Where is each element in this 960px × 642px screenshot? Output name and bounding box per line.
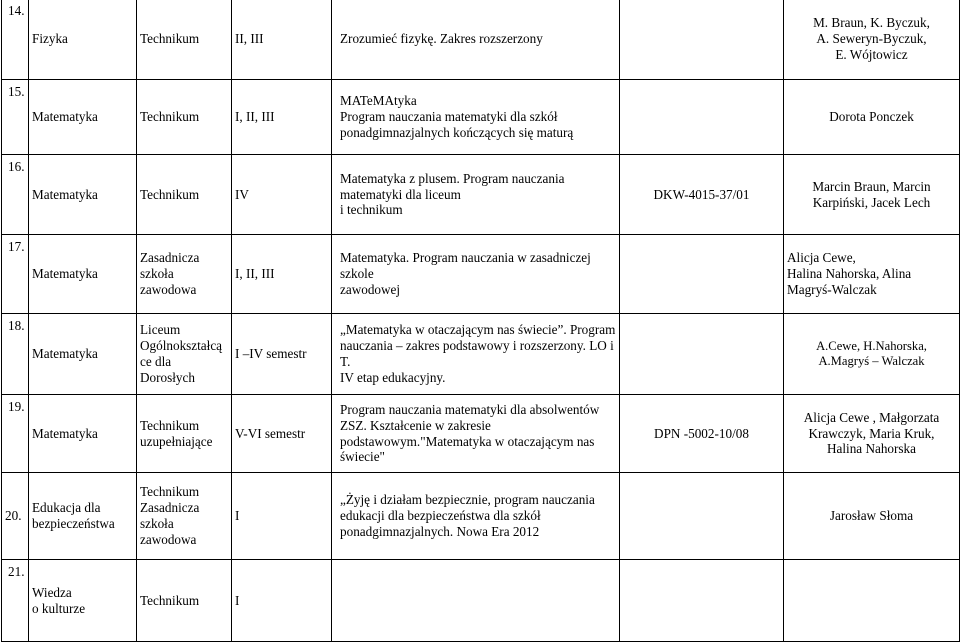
approval-code-cell: DKW-4015-37/01 <box>620 155 784 235</box>
level-cell: I <box>232 473 332 560</box>
table-row <box>2 473 960 560</box>
table-row <box>2 395 960 473</box>
level-cell: IV <box>232 155 332 235</box>
level-cell: II, III <box>232 0 332 80</box>
row-number: 21. <box>2 560 29 642</box>
row-number: 18. <box>2 314 29 395</box>
program-title-cell: „Matematyka w otaczającym nas świecie”. Program nauczania – zakres podstawowy i rozszerzony. LO i T. IV etap edukacyjny. <box>332 314 620 395</box>
row-number: 19. <box>2 395 29 473</box>
authors-cell: Alicja Cewe , Małgorzata Krawczyk, Maria Kruk, Halina Nahorska <box>784 395 960 473</box>
program-title-cell: Zrozumieć fizykę. Zakres rozszerzony <box>332 0 620 80</box>
subject-cell: Matematyka <box>29 80 137 155</box>
table-row <box>2 235 960 314</box>
program-title-cell: Matematyka. Program nauczania w zasadniczej szkole zawodowej <box>332 235 620 314</box>
subject-cell: Matematyka <box>29 155 137 235</box>
level-cell: I <box>232 560 332 642</box>
level-cell: I, II, III <box>232 80 332 155</box>
table-row <box>2 155 960 235</box>
subject-cell: Fizyka <box>29 0 137 80</box>
table-row <box>2 80 960 155</box>
row-number: 17. <box>2 235 29 314</box>
program-title-cell: Program nauczania matematyki dla absolwentów ZSZ. Kształcenie w zakresie podstawowym."Matematyka w otaczającym nas świecie" <box>332 395 620 473</box>
school-cell: Technikum <box>137 0 232 80</box>
authors-cell: Alicja Cewe, Halina Nahorska, Alina Magryś-Walczak <box>784 235 960 314</box>
subject-cell: Matematyka <box>29 235 137 314</box>
row-number: 16. <box>2 155 29 235</box>
level-cell: V-VI semestr <box>232 395 332 473</box>
authors-cell: Marcin Braun, Marcin Karpiński, Jacek Lech <box>784 155 960 235</box>
program-title-cell: Matematyka z plusem. Program nauczania matematyki dla liceum i technikum <box>332 155 620 235</box>
authors-cell: Dorota Ponczek <box>784 80 960 155</box>
program-title-cell: MATeMAtyka Program nauczania matematyki dla szkół ponadgimnazjalnych kończących się maturą <box>332 80 620 155</box>
approval-code-cell <box>620 314 784 395</box>
subject-cell: Wiedza o kulturze <box>29 560 137 642</box>
program-title-cell <box>332 560 620 642</box>
school-cell: Zasadnicza szkoła zawodowa <box>137 235 232 314</box>
approval-code-cell: DPN -5002-10/08 <box>620 395 784 473</box>
curriculum-table <box>1 0 960 642</box>
table-row <box>2 314 960 395</box>
row-number: 15. <box>2 80 29 155</box>
level-cell: I –IV semestr <box>232 314 332 395</box>
authors-cell: A.Cewe, H.Nahorska, A.Magryś – Walczak <box>784 314 960 395</box>
approval-code-cell <box>620 80 784 155</box>
row-number: 20. <box>2 473 29 560</box>
approval-code-cell <box>620 235 784 314</box>
table-row <box>2 0 960 80</box>
school-cell: Technikum Zasadnicza szkoła zawodowa <box>137 473 232 560</box>
school-cell: Technikum <box>137 155 232 235</box>
school-cell: Technikum <box>137 80 232 155</box>
approval-code-cell <box>620 0 784 80</box>
school-cell: Technikum <box>137 560 232 642</box>
subject-cell: Matematyka <box>29 314 137 395</box>
school-cell: Technikum uzupełniające <box>137 395 232 473</box>
level-cell: I, II, III <box>232 235 332 314</box>
approval-code-cell <box>620 560 784 642</box>
program-title-cell: „Żyję i działam bezpiecznie, program nauczania edukacji dla bezpieczeństwa dla szkół ponadgimnazjalnych. Nowa Era 2012 <box>332 473 620 560</box>
school-cell: Liceum Ogólnokształcą ce dla Dorosłych <box>137 314 232 395</box>
authors-cell: Jarosław Słoma <box>784 473 960 560</box>
subject-cell: Matematyka <box>29 395 137 473</box>
authors-cell <box>784 560 960 642</box>
authors-cell: M. Braun, K. Byczuk, A. Seweryn-Byczuk, E. Wójtowicz <box>784 0 960 80</box>
approval-code-cell <box>620 473 784 560</box>
subject-cell: Edukacja dla bezpieczeństwa <box>29 473 137 560</box>
row-number: 14. <box>2 0 29 80</box>
table-row <box>2 560 960 642</box>
